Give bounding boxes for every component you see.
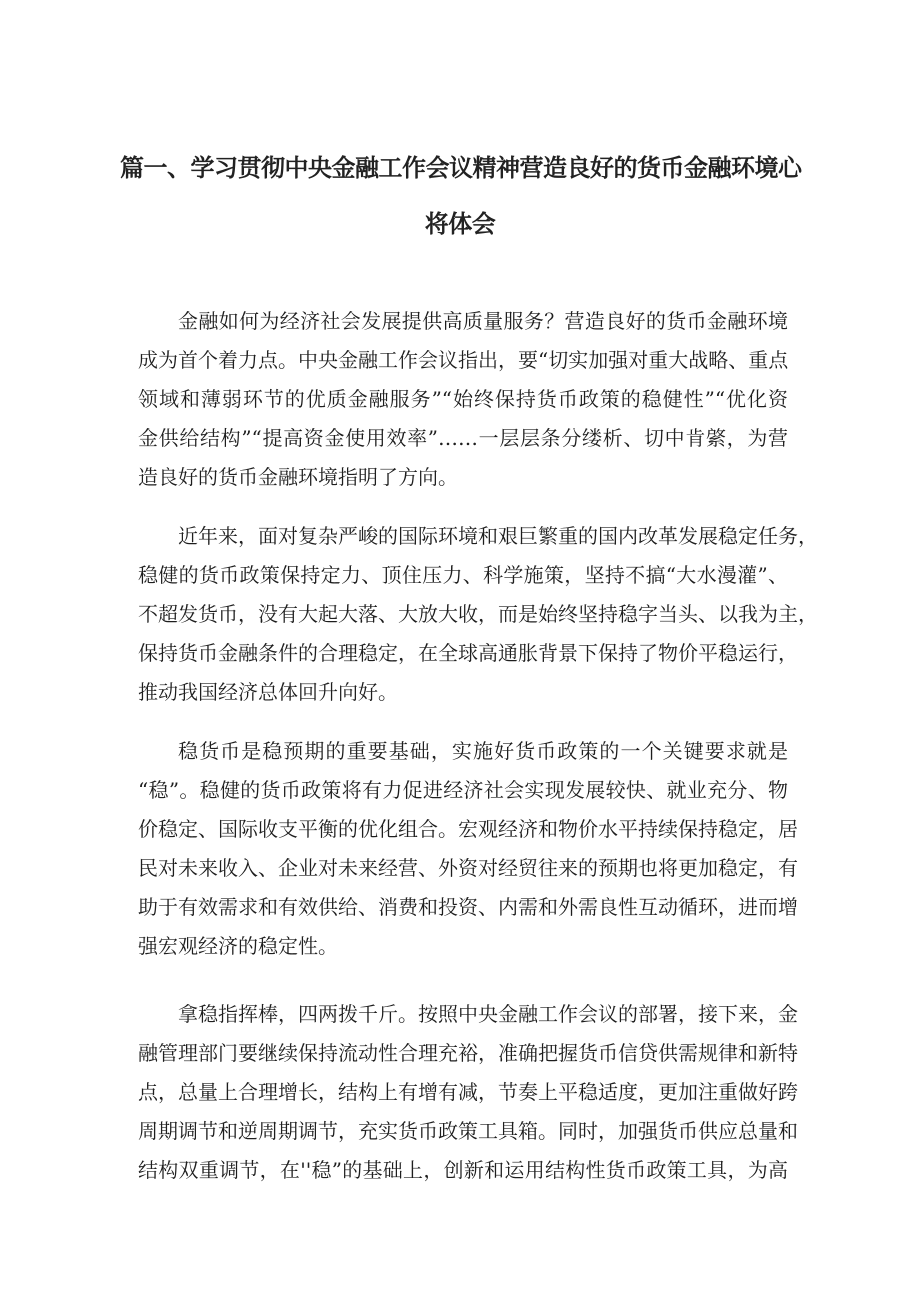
document-title-line-2: 将体会 [424,210,496,238]
paragraph-line: 领域和薄弱环节的优质金融服务”“始终保持货币政策的稳健性”“优化资 [138,387,788,411]
paragraph-line: 不超发货币，没有大起大落、大放大收，而是始终坚持稳字当头、以我为主， [138,602,818,626]
paragraph-line: 稳货币是稳预期的重要基础，实施好货币政策的一个关键要求就是 [178,739,788,763]
paragraph-line: 民对未来收入、企业对未来经营、外资对经贸往来的预期也将更加稳定，有 [138,856,798,880]
paragraph-line: 保持货币金融条件的合理稳定，在全球高通胀背景下保持了物价平稳运行， [138,641,798,665]
paragraph-line: 价稳定、国际收支平衡的优化组合。宏观经济和物价水平持续保持稳定，居 [138,817,798,841]
paragraph-line: 融管理部门要继续保持流动性合理充裕，准确把握货币信贷供需规律和新特 [138,1041,798,1065]
paragraph-line: 结构双重调节，在''稳”的基础上，创新和运用结构性货币政策工具，为高 [138,1158,788,1182]
paragraph-line: 周期调节和逆周期调节，充实货币政策工具箱。同时，加强货币供应总量和 [138,1119,798,1143]
paragraph-line: 拿稳指挥棒，四两拨千斤。按照中央金融工作会议的部署，接下来，金 [178,1002,798,1026]
paragraph-line: 金供给结构”“提高资金使用效率”……一层层条分缕析、切中肯綮，为营 [138,426,788,450]
paragraph-line: 金融如何为经济社会发展提供高质量服务？营造良好的货币金融环境 [178,309,788,333]
paragraph-line: 造良好的货币金融环境指明了方向。 [138,465,458,489]
paragraph-line: 强宏观经济的稳定性。 [138,934,338,958]
paragraph-line: 助于有效需求和有效供给、消费和投资、内需和外需良性互动循环，进而增 [138,895,798,919]
document-title-line-1: 篇一、学习贯彻中央金融工作会议精神营造良好的货币金融环境心 [120,154,802,182]
paragraph-line: “稳”。稳健的货币政策将有力促进经济社会实现发展较快、就业充分、物 [138,778,788,802]
paragraph-line: 成为首个着力点。中央金融工作会议指出，要“切实加强对重大战略、重点 [138,348,789,372]
paragraph-line: 点，总量上合理增长，结构上有增有减，节奏上平稳适度，更加注重做好跨 [138,1080,798,1104]
paragraph-line: 推动我国经济总体回升向好。 [138,680,398,704]
paragraph-line: 近年来，面对复杂严峻的国际环境和艰巨繁重的国内改革发展稳定任务， [178,524,818,548]
paragraph-line: 稳健的货币政策保持定力、顶住压力、科学施策，坚持不搞“大水漫灌”、 [138,563,788,587]
